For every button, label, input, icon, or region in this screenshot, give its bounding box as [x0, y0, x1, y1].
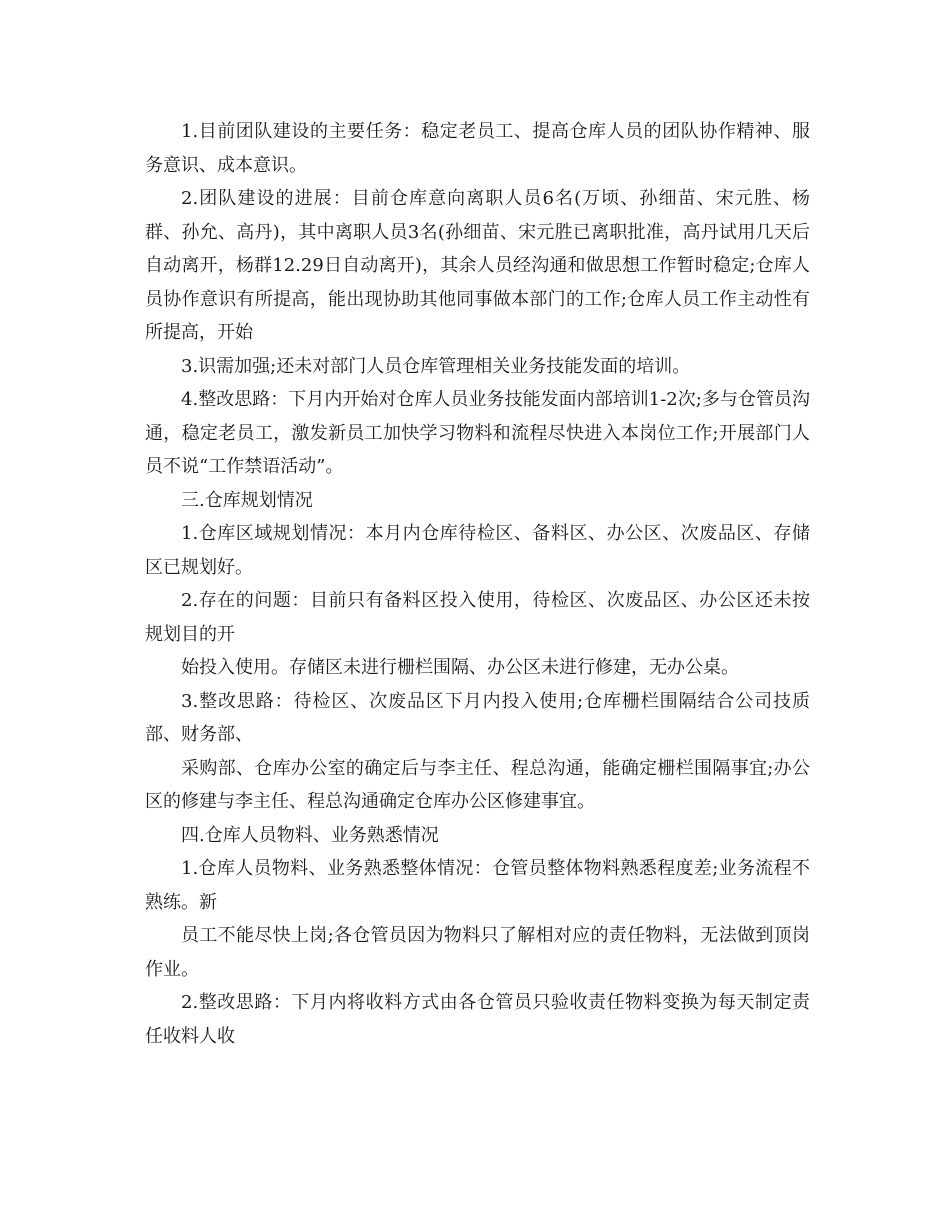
paragraph-planning-rectification: 3.整改思路：待检区、次废品区下月内投入使用;仓库栅栏围隔结合公司技质部、财务部、 — [145, 690, 810, 745]
paragraph-familiarity-overview-cont: 员工不能尽快上岗;各仓管员因为物料只了解相对应的责任物料，无法做到顶岗作业。 — [145, 925, 810, 980]
paragraph-area-planning: 1.仓库区域规划情况：本月内仓库待检区、备料区、办公区、次废品区、存储区已规划好。 — [145, 523, 810, 578]
paragraph-existing-problems: 2.存在的问题：目前只有备料区投入使用，待检区、次废品区、办公区还未按规划目的开 — [145, 590, 810, 645]
paragraph-familiarity-overview: 1.仓库人员物料、业务熟悉整体情况：仓管员整体物料熟悉程度差;业务流程不熟练。新 — [145, 858, 810, 913]
paragraph-familiarity-rectification: 2.整改思路：下月内将收料方式由各仓管员只验收责任物料变换为每天制定责任收料人收 — [145, 992, 810, 1047]
paragraph-existing-problems-cont: 始投入使用。存储区未进行栅栏围隔、办公区未进行修建，无办公桌。 — [181, 657, 739, 678]
paragraph-training-need: 3.识需加强;还未对部门人员仓库管理相关业务技能发面的培训。 — [181, 355, 691, 377]
document-body — [145, 115, 810, 1053]
paragraph-team-task: 1.目前团队建设的主要任务：稳定老员工、提高仓库人员的团队协作精神、服务意识、成本意识。 — [145, 121, 810, 176]
section-heading-warehouse-planning: 三.仓库规划情况 — [181, 489, 313, 511]
section-heading-staff-familiarity: 四.仓库人员物料、业务熟悉情况 — [181, 824, 439, 846]
paragraph-team-progress: 2.团队建设的进展：目前仓库意向离职人员6名(万顷、孙细苗、宋元胜、杨群、孙允、高丹)，其中离职人员3名(孙细苗、宋元胜已离职批准，高丹试用几天后自动离开，杨群12.29日自动离开)，其余人员经沟通和做思想工作暂时稳定;仓库人员协作意识有所提高，能出现协助其他同事做本部门的工作;仓库人员工作主动性有所提高，开始 — [145, 188, 810, 343]
paragraph-planning-rectification-cont: 采购部、仓库办公室的确定后与李主任、程总沟通，能确定栅栏围隔事宜;办公区的修建与李主任、程总沟通确定仓库办公区修建事宜。 — [145, 757, 810, 812]
paragraph-team-rectification: 4.整改思路：下月内开始对仓库人员业务技能发面内部培训1-2次;多与仓管员沟通，稳定老员工，激发新员工加快学习物料和流程尽快进入本岗位工作;开展部门人员不说“工作禁语活动”。 — [145, 389, 810, 477]
